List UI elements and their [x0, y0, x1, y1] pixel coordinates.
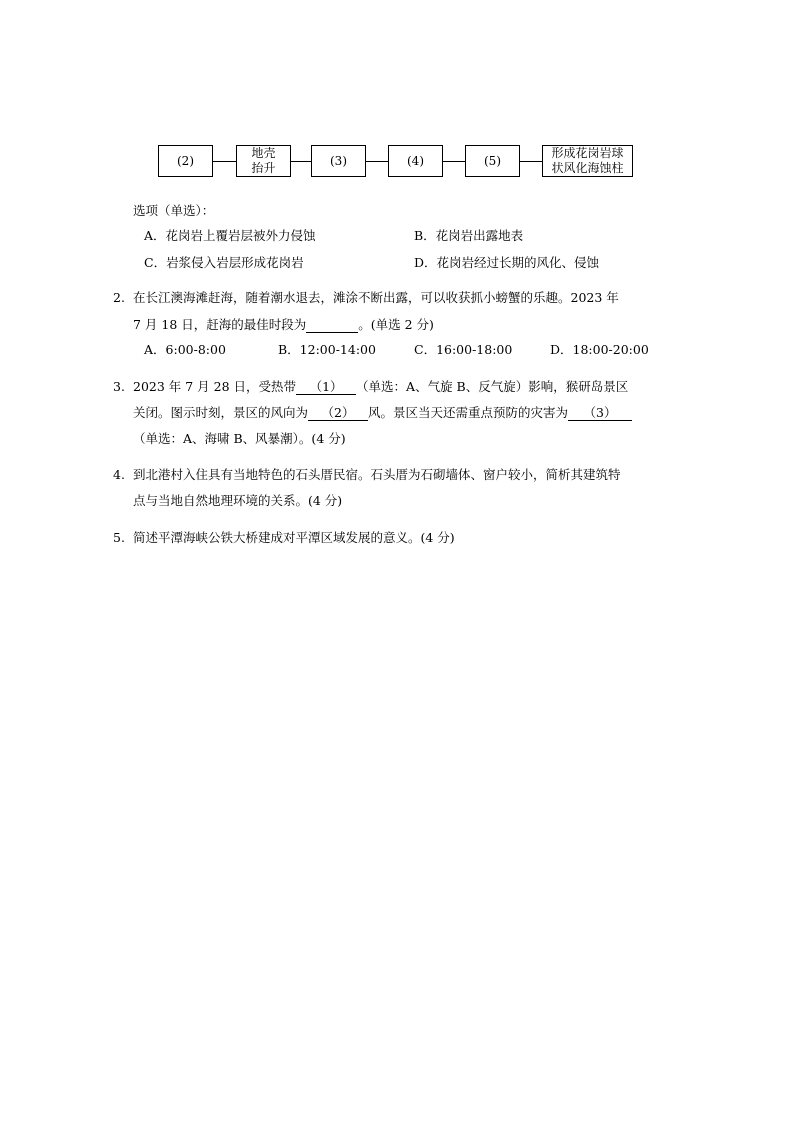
answer-blank-3[interactable]: （3）: [568, 406, 632, 421]
flow-connector: [366, 161, 388, 162]
q3-line-1: 2023 年 7 月 28 日，受热带 （1） （单选：A、气旋 B、反气旋）影响，猴研岛景区: [133, 379, 629, 394]
q2-option-c: C．16:00-18:00: [414, 342, 513, 357]
flow-box-2: (2): [158, 145, 213, 177]
q4-line-1: 到北港村入住具有当地特色的石头厝民宿。石头厝为石砌墙体、窗户较小，简析其建筑特: [133, 467, 621, 482]
q1-option-c: C．岩浆侵入岩层形成花岗岩: [144, 255, 304, 270]
q3-number: 3.: [113, 379, 125, 394]
flow-connector: [291, 161, 311, 162]
q2-line-2: 7 月 18 日，赶海的最佳时段为 。(单选 2 分): [133, 317, 434, 332]
q4-number: 4.: [113, 467, 125, 482]
q1-option-b: B．花岗岩出露地表: [414, 228, 524, 243]
q5-line-1: 简述平潭海峡公铁大桥建成对平潭区域发展的意义。(4 分): [133, 530, 455, 545]
flow-box-4: (4): [388, 145, 443, 177]
flow-box-result: 形成花岗岩球 状风化海蚀柱: [542, 145, 633, 177]
q2-option-d: D．18:00-20:00: [550, 342, 649, 357]
flow-box-crust-uplift: 地壳 抬升: [236, 145, 291, 177]
flow-connector: [443, 161, 465, 162]
flow-box-3: (3): [311, 145, 366, 177]
flow-connector: [213, 161, 236, 162]
q2-option-b: B．12:00-14:00: [278, 342, 376, 357]
q2-line-1: 在长江澳海滩赶海，随着潮水退去，滩涂不断出露，可以收获抓小螃蟹的乐趣。2023 年: [133, 290, 619, 305]
q4-line-2: 点与当地自然地理环境的关系。(4 分): [133, 493, 343, 508]
flow-connector: [520, 161, 542, 162]
answer-blank-1[interactable]: （1）: [296, 380, 356, 395]
q5-number: 5.: [113, 530, 125, 545]
q2-number: 2.: [113, 290, 125, 305]
q2-option-a: A．6:00-8:00: [144, 342, 226, 357]
answer-blank[interactable]: [306, 318, 358, 333]
q1-option-d: D．花岗岩经过长期的风化、侵蚀: [414, 255, 600, 270]
q3-line-2: 关闭。图示时刻，景区的风向为 （2） 风。景区当天还需重点预防的灾害为 （3）: [133, 405, 632, 421]
q1-option-a: A．花岗岩上覆岩层被外力侵蚀: [144, 228, 316, 243]
flow-box-5: (5): [465, 145, 520, 177]
q1-prompt: 选项（单选）：: [133, 203, 215, 218]
q3-line-3: （单选：A、海啸 B、风暴潮）。(4 分): [133, 431, 346, 446]
answer-blank-2[interactable]: （2）: [308, 406, 368, 421]
